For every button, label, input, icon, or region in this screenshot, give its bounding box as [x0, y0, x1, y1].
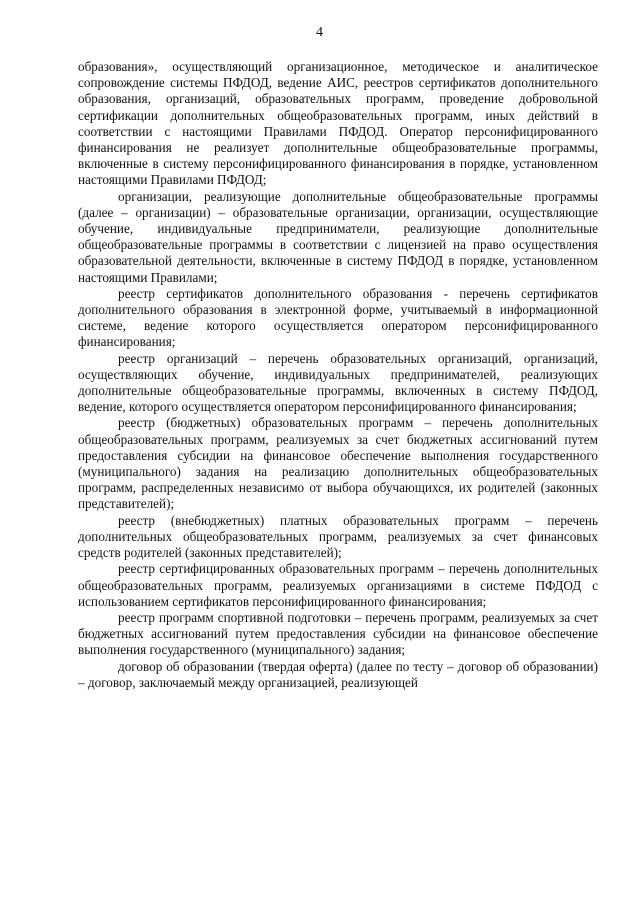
paragraph-budget-program-registry: реестр (бюджетных) образовательных программ – перечень дополнительных общеобразовательных программ, реализуемых за счет бюджетных ассигнований путем предоставления субсидии на финансовое обеспечение выполнения государственного (муниципального) задания на реализацию дополнительных общеобразовательных программ, распределенных независимо от выбора обучающихся, их родителей (законных представителей);: [78, 415, 598, 512]
paragraph-organization-registry: реестр организаций – перечень образовательных организаций, организаций, осуществляющих обучение, индивидуальных предпринимателей, реализующих дополнительные общеобразовательные программы, включенных в систему ПФДОД, ведение, которого осуществляется оператором персонифицированного финансирования;: [78, 350, 598, 415]
page-number: 4: [316, 25, 323, 40]
document-body: [78, 59, 598, 691]
paragraph-education-contract: договор об образовании (твердая оферта) (далее по тесту – договор об образовании) – договор, заключаемый между организацией, реализующей: [78, 658, 598, 690]
paragraph-organizations-definition: организации, реализующие дополнительные общеобразовательные программы (далее – организации) – образовательные организации, организации, осуществляющие обучение, индивидуальные предприниматели, реализующие дополнительные общеобразовательные программы в соответствии с лицензией на право осуществления образовательной деятельности, включенные в систему ПФДОД в порядке, установленном настоящими Правилами;: [78, 188, 598, 285]
paragraph-certificate-registry: реестр сертификатов дополнительного образования - перечень сертификатов дополнительного образования в электронной форме, учитываемый в информационной системе, ведение которого осуществляется оператором персонифицированного финансирования;: [78, 285, 598, 350]
paragraph-sports-program-registry: реестр программ спортивной подготовки – перечень программ, реализуемых за счет бюджетных ассигнований путем предоставления субсидии на финансовое обеспечение выполнения государственного (муниципального) задания;: [78, 609, 598, 658]
paragraph-operator-definition-continued: образования», осуществляющий организационное, методическое и аналитическое сопровождение системы ПФДОД, ведение АИС, реестров сертификатов дополнительного образования, организаций, образовательных программ, проведение добровольной сертификации дополнительных общеобразовательных программ, иных действий в соответствии с настоящими Правилами ПФДОД. Оператор персонифицированного финансирования не реализует дополнительные общеобразовательные программы, включенные в систему персонифицированного финансирования в порядке, установленном настоящими Правилами ПФДОД;: [78, 59, 598, 188]
paragraph-paid-program-registry: реестр (внебюджетных) платных образовательных программ – перечень дополнительных общеобразовательных программ, реализуемых за счет финансовых средств родителей (законных представителей);: [78, 512, 598, 561]
paragraph-certified-program-registry: реестр сертифицированных образовательных программ – перечень дополнительных общеобразовательных программ, реализуемых организациями в системе ПФДОД с использованием сертификатов персонифицированного финансирования;: [78, 561, 598, 609]
